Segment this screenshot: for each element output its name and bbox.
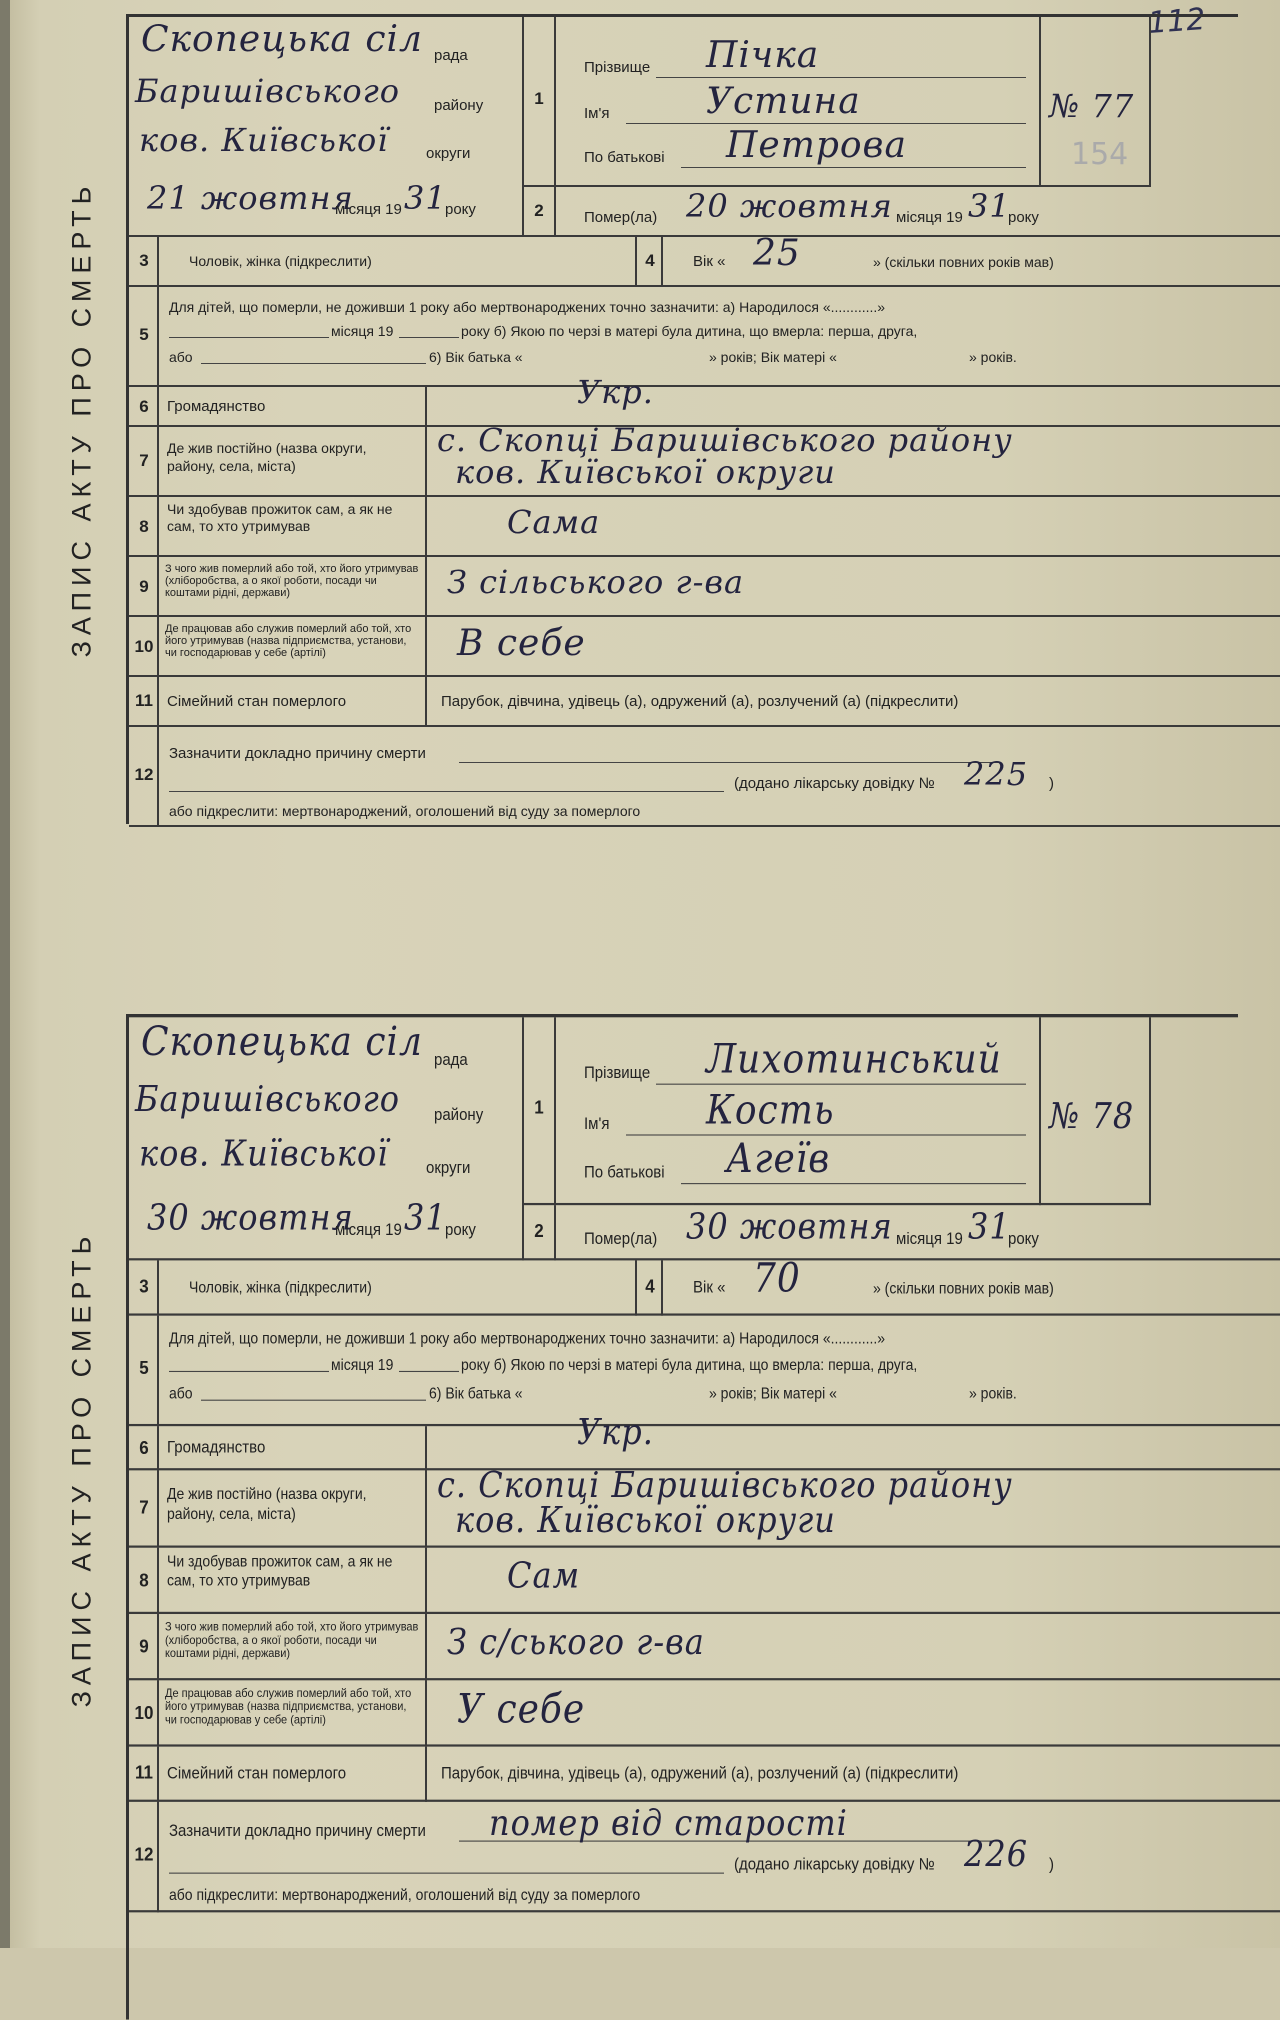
record-number: № 77 <box>1049 87 1135 125</box>
support-label-cell <box>159 497 427 557</box>
citizenship-label: Громадянство <box>167 398 266 415</box>
row-8-number-cell: 8 <box>129 497 159 557</box>
row-4-number-cell: 4 <box>637 237 663 287</box>
citizenship-label-cell <box>159 387 427 427</box>
death-roku-label: року <box>1008 1229 1039 1249</box>
residence-line-2: ков. Київської округи <box>455 1499 836 1542</box>
marital-options-cell <box>427 1747 1280 1802</box>
row-12-number-cell: 12 <box>129 1802 159 1913</box>
residence-label-cell <box>159 1470 427 1547</box>
residence-label-cell <box>159 427 427 497</box>
livelihood-value-cell <box>427 1614 1280 1680</box>
row-2-number-cell: 2 <box>524 187 556 237</box>
name-label: Ім'я <box>584 105 610 122</box>
residence-value-cell <box>427 421 1280 497</box>
row-1-number-cell: 1 <box>524 17 556 187</box>
children-line-1: Для дітей, що померли, не доживши 1 року або мертвонароджених точно зазначити: а) Народилося «............» <box>169 299 886 315</box>
misiatsia-label: місяця 19 <box>335 1220 402 1240</box>
district-name: Баришівського <box>135 1078 401 1121</box>
row-11-number-cell: 11 <box>129 677 159 727</box>
cause-cell: Зазначити докладно причину смерти (додано лікарську довідку № 225 ) або підкреслити: мертвонароджений, оголошений від суду за померлого <box>159 727 1280 827</box>
registration-date: 30 жовтня <box>147 1196 354 1239</box>
livelihood-label: З чого жив померлий або той, хто його утримував (хліборобства, а о якої роботи, посади чи коштами рідні, держави) <box>165 563 419 599</box>
record-number-cell <box>1041 17 1151 187</box>
marital-options: Парубок, дівчина, удівець (а), одружений (а), розлучений (а) (підкреслити) <box>441 1764 959 1784</box>
patronymic-value: Петрова <box>726 125 907 166</box>
age-value: 25 <box>753 233 801 274</box>
page-number: 112 <box>1146 2 1207 41</box>
livelihood-label: З чого жив померлий або той, хто його утримував (хліборобства, а о якої роботи, посади чи коштами рідні, держави) <box>165 1620 419 1661</box>
row-4-number-cell: 4 <box>637 1260 663 1315</box>
residence-line-1: с. Скопці Баришівського району <box>437 1463 1013 1506</box>
marital-options-cell <box>427 677 1280 727</box>
registration-year: 31 <box>404 1196 447 1239</box>
cause-label: Зазначити докладно причину смерти <box>169 1821 426 1841</box>
marital-label: Сімейний стан померлого <box>167 693 347 710</box>
support-value-cell <box>427 1548 1280 1614</box>
roku-label: року <box>445 201 476 218</box>
support-value-cell <box>427 497 1280 557</box>
death-date: 20 жовтня <box>686 187 893 225</box>
support-label-cell <box>159 1548 427 1614</box>
surname-value: Лихотинський <box>706 1037 1002 1083</box>
raionu-label: району <box>434 1105 484 1125</box>
stillborn-note: або підкреслити: мертвонароджений, оголошений від суду за померлого <box>169 1885 641 1904</box>
workplace-value-cell <box>427 1680 1280 1746</box>
death-date-cell <box>556 187 1280 237</box>
name-cell <box>556 17 1041 187</box>
gender-label: Чоловік, жінка (підкреслити) <box>189 253 372 269</box>
record-number: № 78 <box>1049 1094 1135 1137</box>
registry-office-cell <box>129 17 524 237</box>
cause-label: Зазначити докладно причину смерти <box>169 745 426 762</box>
residence-line-2: ков. Київської округи <box>455 453 836 491</box>
children-line-3c: » років; Вік матері « <box>709 1384 837 1402</box>
cause-cell: Зазначити докладно причину смерти помер від старості (додано лікарську довідку № 226 ) або підкреслити: мертвонароджений, оголошений від суду за померлого <box>159 1802 1280 1913</box>
certificate-label: (додано лікарську довідку № <box>734 1854 935 1874</box>
rada-label: рада <box>434 1050 468 1070</box>
certificate-number: 225 <box>964 755 1029 793</box>
age-value: 70 <box>753 1255 801 1302</box>
citizenship-label-cell <box>159 1426 427 1470</box>
row-3-number-cell: 3 <box>129 237 159 287</box>
okrug-name: ков. Київської <box>139 1132 389 1175</box>
patronymic-label: По батькові <box>584 1163 665 1182</box>
okrugy-label: округи <box>426 1158 471 1178</box>
support-value: Сам <box>507 1554 581 1597</box>
support-label: Чи здобував прожиток сам, а як не сам, то хто утримував <box>167 501 393 534</box>
death-year: 31 <box>968 187 1011 225</box>
children-line-3a: або <box>169 349 193 365</box>
district-name: Баришівського <box>135 72 401 110</box>
death-record-77 <box>38 14 1238 824</box>
council-name: Скопецька сіл <box>141 19 423 60</box>
citizenship-value: Укр. <box>577 373 654 411</box>
workplace-label-cell <box>159 1680 427 1746</box>
record-frame <box>126 1014 1238 2020</box>
support-label: Чи здобував прожиток сам, а як не сам, то хто утримував <box>167 1552 393 1589</box>
support-value: Сама <box>507 503 601 541</box>
gender-cell <box>159 237 637 287</box>
surname-label: Прізвище <box>584 1063 651 1083</box>
marital-label: Сімейний стан померлого <box>167 1764 347 1784</box>
age-cell <box>663 1255 1280 1315</box>
death-misiatsia-label: місяця 19 <box>896 1229 963 1249</box>
surname-value: Пічка <box>706 35 820 76</box>
children-line-2b: року б) Якою по черзі в матері була дитина, що вмерла: перша, друга, <box>461 1355 918 1374</box>
row-9-number-cell: 9 <box>129 557 159 617</box>
marital-label-cell <box>159 677 427 727</box>
stillborn-note: або підкреслити: мертвонароджений, оголошений від суду за померлого <box>169 803 641 819</box>
roku-label: року <box>445 1220 476 1240</box>
misiatsia-label: місяця 19 <box>335 201 402 218</box>
council-name: Скопецька сіл <box>141 1019 423 1065</box>
patronymic-value: Агеїв <box>726 1136 831 1182</box>
livelihood-value: З с/ського г-ва <box>447 1620 705 1663</box>
marital-options: Парубок, дівчина, удівець (а), одружений (а), розлучений (а) (підкреслити) <box>441 693 959 710</box>
surname-label: Прізвище <box>584 59 651 76</box>
row-2-number-cell: 2 <box>524 1205 556 1260</box>
residence-value-cell <box>427 1463 1280 1547</box>
workplace-value: В себе <box>457 623 586 664</box>
raionu-label: району <box>434 97 484 114</box>
workplace-value: У себе <box>457 1686 586 1733</box>
binding-edge <box>0 0 10 1948</box>
livelihood-value-cell <box>427 557 1280 617</box>
row-11-number-cell: 11 <box>129 1747 159 1802</box>
okrugy-label: округи <box>426 145 471 162</box>
children-line-2b: року б) Якою по черзі в матері була дитина, що вмерла: перша, друга, <box>461 323 918 339</box>
marital-label-cell <box>159 1747 427 1802</box>
residence-line-1: с. Скопці Баришівського району <box>437 421 1013 459</box>
gender-label: Чоловік, жінка (підкреслити) <box>189 1278 372 1296</box>
children-line-3a: або <box>169 1384 193 1402</box>
okrug-name: ков. Київської <box>139 121 389 159</box>
registry-office-cell <box>129 1017 524 1260</box>
registration-date: 21 жовтня <box>147 179 354 217</box>
workplace-value-cell <box>427 617 1280 677</box>
row-6-number-cell: 6 <box>129 1426 159 1470</box>
name-value: Устина <box>706 81 861 122</box>
gender-cell <box>159 1260 637 1315</box>
children-cell <box>159 1316 1280 1427</box>
residence-label: Де жив постійно (назва округи, району, села, міста) <box>167 1484 367 1523</box>
row-12-number-cell: 12 <box>129 727 159 827</box>
row-9-number-cell: 9 <box>129 1614 159 1680</box>
side-title: ЗАПИС АКТУ ПРО СМЕРТЬ <box>66 180 97 658</box>
row-8-number-cell: 8 <box>129 1548 159 1614</box>
workplace-label: Де працював або служив померлий або той, хто його утримував (назва підприємства, установи, чи господарював у себе (артілі) <box>165 1686 412 1727</box>
citizenship-value: Укр. <box>577 1410 654 1453</box>
row-10-number-cell: 10 <box>129 1680 159 1746</box>
side-title-column <box>38 14 126 824</box>
age-suffix: » (скільки повних років мав) <box>873 254 1054 270</box>
row-7-number-cell: 7 <box>129 427 159 497</box>
side-title-column <box>38 1014 126 1924</box>
row-6-number-cell: 6 <box>129 387 159 427</box>
residence-label: Де жив постійно (назва округи, району, села, міста) <box>167 440 367 474</box>
rada-label: рада <box>434 47 468 64</box>
row-10-number-cell: 10 <box>129 617 159 677</box>
livelihood-label-cell <box>159 557 427 617</box>
children-line-3c: » років; Вік матері « <box>709 349 837 365</box>
certificate-label: (додано лікарську довідку № <box>734 775 935 792</box>
name-value: Кость <box>706 1088 835 1134</box>
livelihood-label-cell <box>159 1614 427 1680</box>
record-frame <box>126 14 1238 824</box>
children-line-2a: місяця 19 <box>331 1355 394 1374</box>
children-line-3d: » років. <box>969 349 1017 365</box>
citizenship-label: Громадянство <box>167 1438 266 1458</box>
age-suffix: » (скільки повних років мав) <box>873 1279 1054 1297</box>
cause-value: помер від старості <box>489 1801 848 1844</box>
age-label: Вік « <box>693 253 726 270</box>
children-cell <box>159 287 1280 387</box>
side-title: ЗАПИС АКТУ ПРО СМЕРТЬ <box>66 1230 97 1708</box>
death-misiatsia-label: місяця 19 <box>896 209 963 226</box>
death-date: 30 жовтня <box>686 1205 893 1248</box>
children-line-3d: » років. <box>969 1384 1017 1402</box>
children-line-2a: місяця 19 <box>331 323 394 339</box>
age-label: Вік « <box>693 1278 726 1297</box>
stamp-number: 154 <box>1071 137 1129 172</box>
death-roku-label: року <box>1008 209 1039 226</box>
children-line-1: Для дітей, що померли, не доживши 1 року або мертвонароджених точно зазначити: а) Народилося «............» <box>169 1328 886 1347</box>
death-record-78 <box>38 1014 1238 1924</box>
death-year: 31 <box>968 1205 1011 1248</box>
death-date-cell <box>556 1205 1280 1260</box>
name-cell <box>556 1017 1041 1205</box>
row-3-number-cell: 3 <box>129 1260 159 1315</box>
name-label: Ім'я <box>584 1114 610 1134</box>
children-line-3b: 6) Вік батька « <box>429 349 523 365</box>
workplace-label: Де працював або служив померлий або той, хто його утримував (назва підприємства, установи, чи господарював у себе (артілі) <box>165 623 412 659</box>
record-number-cell <box>1041 1017 1151 1205</box>
row-1-number-cell: 1 <box>524 1017 556 1205</box>
row-5-number-cell: 5 <box>129 287 159 387</box>
livelihood-value: З сільського г-ва <box>447 563 745 601</box>
row-5-number-cell: 5 <box>129 1316 159 1427</box>
age-cell <box>663 233 1280 287</box>
certificate-number: 226 <box>964 1832 1029 1875</box>
registration-year: 31 <box>404 179 447 217</box>
children-line-3b: 6) Вік батька « <box>429 1384 523 1402</box>
pomer-label: Помер(ла) <box>584 1229 658 1249</box>
pomer-label: Помер(ла) <box>584 209 658 226</box>
patronymic-label: По батькові <box>584 149 665 166</box>
workplace-label-cell <box>159 617 427 677</box>
row-7-number-cell: 7 <box>129 1470 159 1547</box>
